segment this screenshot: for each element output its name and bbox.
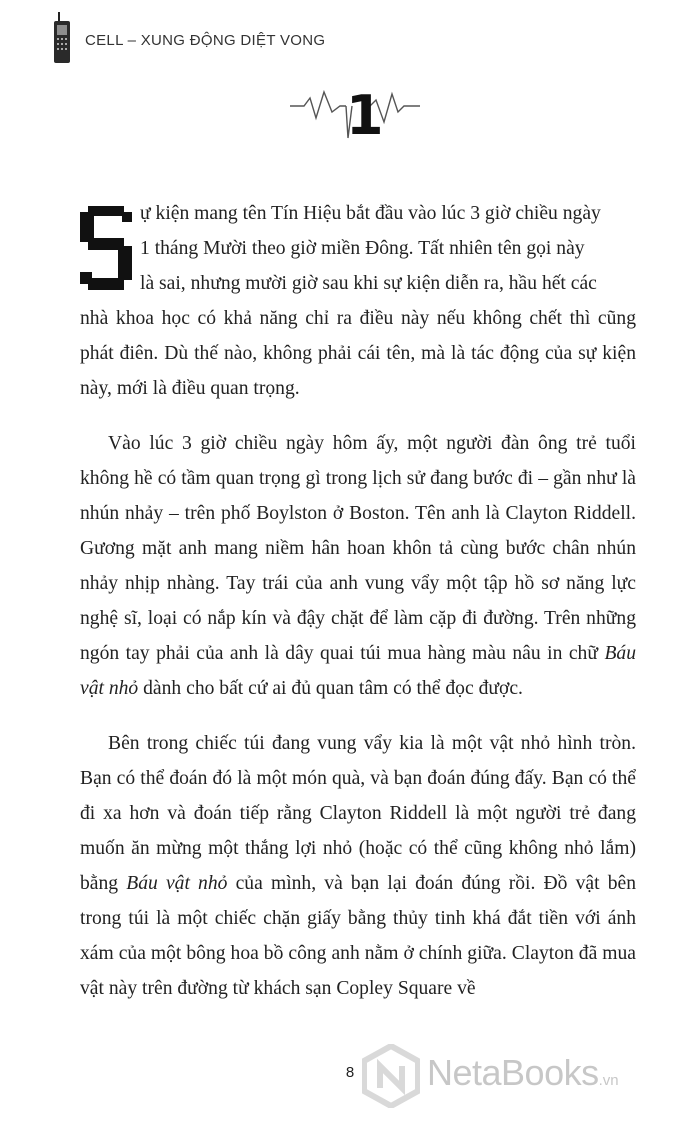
- watermark-brand-name: NetaBooks: [427, 1052, 599, 1093]
- third-line: là sai, nhưng mười giờ sau khi sự kiện diễn ra, hầu hết các: [140, 273, 597, 294]
- paragraph-1: [80, 196, 636, 406]
- heartbeat-line-icon: [290, 78, 420, 158]
- shop-name: Báu vật nhỏ: [80, 643, 636, 699]
- shop-name: Báu vật nhỏ: [126, 873, 228, 894]
- paragraph-3-end: của mình, và bạn lại đoán đúng rồi. Đồ vật bên trong túi là một chiếc chặn giấy bằng thủy tinh khá đắt tiền với ánh xám của một bông hoa bồ công anh nằm ở chính giữa. Clayton đã mua vật này trên đường từ khách sạn Copley Square về: [80, 873, 636, 999]
- paragraph-2-end: dành cho bất cứ ai đủ quan tâm có thể đọc được.: [138, 678, 523, 699]
- running-header-title: CELL – XUNG ĐỘNG DIỆT VONG: [85, 32, 326, 49]
- paragraph-2-text: Vào lúc 3 giờ chiều ngày hôm ấy, một người đàn ông trẻ tuổi không hề có tầm quan trọng gì trong lịch sử đang bước đi – gần như là nhún nhảy – trên phố Boylston ở Boston. Tên anh là Clayton Riddell. Gương mặt anh mang niềm hân hoan khôn tả cùng bước chân nhún nhảy nhịp nhàng. Tay trái của anh vung vẩy một tập hồ sơ năng lực nghệ sĩ, loại có nắp kín và đậy chặt để làm cặp đi đường. Trên những ngón tay phải của anh là dây quai túi mua hàng màu nâu in chữ: [80, 433, 636, 664]
- first-line: ự kiện mang tên Tín Hiệu bắt đầu vào lúc 3 giờ chiều ngày: [140, 203, 601, 224]
- paragraph-1-rest: nhà khoa học có khả năng chỉ ra điều này nếu không chết thì cũng phát điên. Dù thế nào, không phải cái tên, mà là tác động của sự kiện này, mới là điều quan trọng.: [80, 308, 636, 399]
- page-number: 8: [345, 1064, 355, 1081]
- paragraph-3-text: Bên trong chiếc túi đang vung vẩy kia là một vật nhỏ hình tròn. Bạn có thể đoán đó là một món quà, và bạn đoán đúng đấy. Bạn có thể đi xa hơn và đoán tiếp rằng Clayton Riddell là một người trẻ đang muốn ăn mừng một thắng lợi nhỏ (hoặc có thể cũng không nhỏ lắm) bằng: [80, 733, 636, 894]
- chapter-number: 1: [346, 84, 384, 147]
- paragraph-3: [80, 726, 636, 1006]
- watermark-suffix: .vn: [598, 1072, 619, 1089]
- chapter-body: [80, 196, 636, 1026]
- second-line: 1 tháng Mười theo giờ miền Đông. Tất nhiên tên gọi này: [140, 238, 585, 259]
- paragraph-2: [80, 426, 636, 706]
- cell-phone-icon: [52, 12, 72, 64]
